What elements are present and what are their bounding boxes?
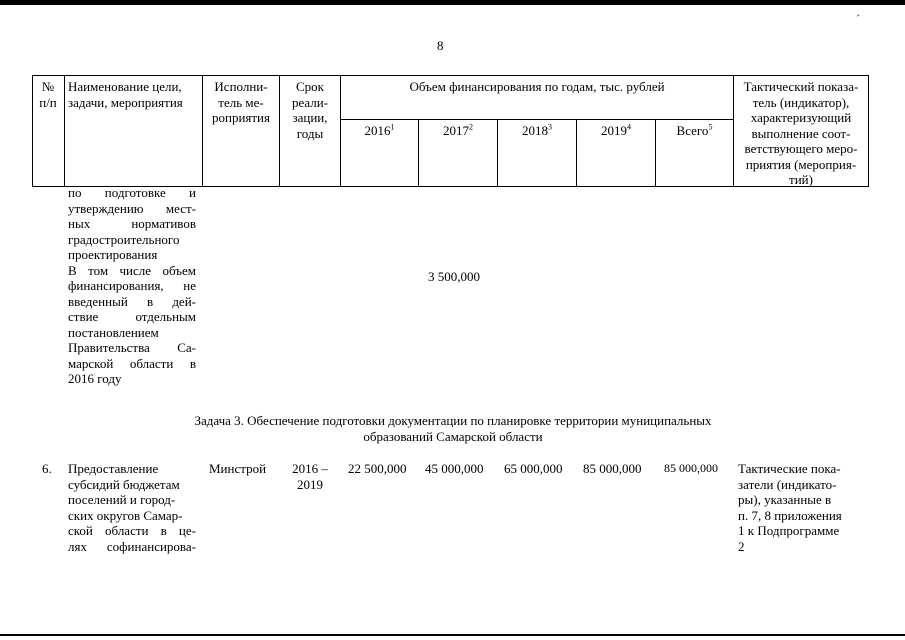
page-number: 8: [437, 38, 444, 53]
text-line: проектирования: [68, 247, 158, 262]
header-year-2017: 2017$^2$: [443, 122, 473, 138]
text-line: Предоставление: [68, 461, 159, 476]
row-6-executor: Минстрой: [209, 461, 267, 476]
header-col-term: Срок реали- зации, годы: [291, 79, 329, 141]
text-line: В том числе объем: [68, 262, 196, 278]
header-col-funding: Объем финансирования по годам, тыс. рублей: [409, 79, 665, 94]
row-6-value-2016: 22 500,000: [348, 461, 407, 476]
not-enacted-funding-amount: 3 500,000: [428, 269, 480, 284]
bottom-border-rule: [0, 634, 905, 636]
text-line: ствие отдельным: [68, 309, 196, 324]
text-line: лях софинансирова-: [68, 538, 196, 554]
row-6-value-2018: 65 000,000: [504, 461, 563, 476]
text-line: ской области в це-: [68, 523, 196, 538]
funding-subheader-line: [341, 119, 734, 120]
text-line: поселений и город-: [68, 492, 176, 507]
text-line: марской области в: [68, 355, 196, 371]
corner-mark: ´: [856, 12, 860, 26]
text-line: градостроительного: [68, 231, 180, 247]
row-6-term: 2016 – 2019: [292, 461, 328, 492]
text-line: Правительства Са-: [68, 340, 196, 355]
header-col-name: Наименование цели, задачи, мероприятия: [68, 79, 183, 110]
header-year-2018: 2018$^3$: [522, 122, 552, 138]
header-year-2019: 2019$^4$: [601, 122, 631, 138]
row-6-value-2019: 85 000,000: [583, 461, 642, 476]
row-6-indicator: Тактические пока- затели (индикато- ры), указанные в п. 7, 8 приложения 1 к Подпрограмме 2: [738, 461, 842, 554]
text-line: 2016 году: [68, 371, 122, 386]
header-top-line: [32, 75, 869, 76]
header-col-executor: Исполни- тель ме- роприятия: [211, 79, 270, 125]
text-line: постановлением: [68, 324, 159, 340]
grid-vline: [64, 75, 65, 187]
continued-measure-text: [68, 185, 196, 387]
row-6-measure-name: [68, 461, 196, 554]
text-line: финансирования, не: [68, 278, 196, 293]
text-line: субсидий бюджетам: [68, 476, 180, 492]
text-line: введенный в дей-: [68, 293, 196, 309]
header-col-number: № п/п: [39, 79, 57, 110]
text-line: ских округов Самар-: [68, 507, 183, 523]
text-line: по подготовке и: [68, 185, 196, 200]
top-border-rule: [0, 0, 905, 5]
row-6-value-total: 85 000,000: [664, 461, 718, 475]
text-line: утверждению мест-: [68, 200, 196, 216]
grid-vline: [868, 75, 869, 187]
row-6-number: 6.: [42, 461, 52, 476]
task-3-heading: Задача 3. Обеспечение подготовки документации по планировке территории муниципальных образований Самарской области: [194, 413, 712, 444]
row-6-value-2017: 45 000,000: [425, 461, 484, 476]
header-year-total: Всего$^5$: [676, 122, 713, 138]
text-line: ных нормативов: [68, 216, 196, 231]
header-year-2016: 2016$^1$: [364, 122, 395, 138]
header-col-indicator: Тактический показа- тель (индикатор), характеризующий выполнение соот- ветствующего меро- приятия (мероприя- тий): [743, 79, 859, 187]
